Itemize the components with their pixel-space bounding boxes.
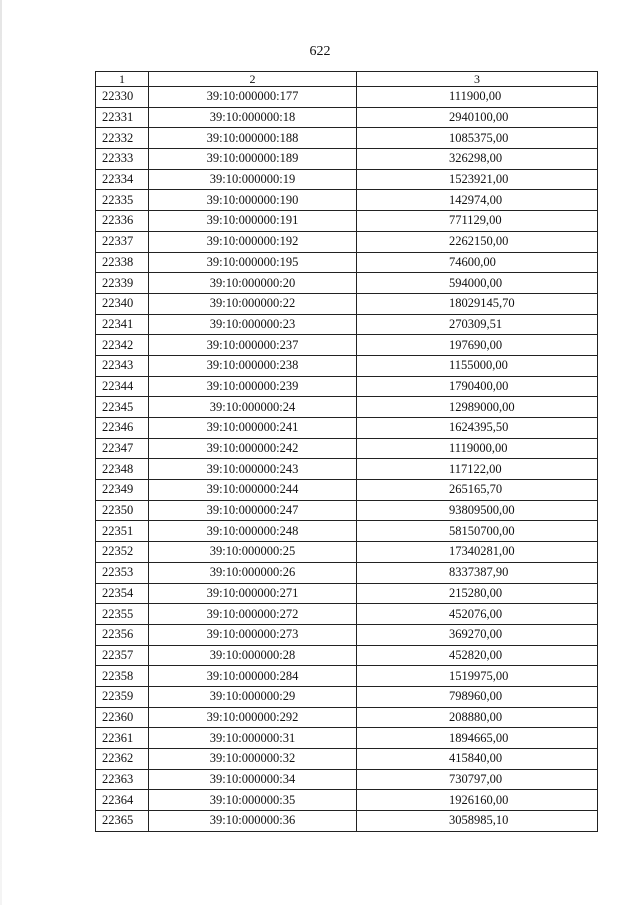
table-row: [96, 273, 598, 294]
table-row: [96, 686, 598, 707]
row-number-cell: 22361: [96, 728, 149, 749]
table-row: [96, 169, 598, 190]
value-cell: 730797,00: [357, 769, 598, 790]
value-cell: 1894665,00: [357, 728, 598, 749]
cadastral-number-cell: 39:10:000000:34: [149, 769, 357, 790]
cadastral-number-cell: 39:10:000000:190: [149, 190, 357, 211]
table-row: [96, 542, 598, 563]
table-row: [96, 397, 598, 418]
cadastral-number-cell: 39:10:000000:29: [149, 686, 357, 707]
table-row: [96, 107, 598, 128]
cadastral-number-cell: 39:10:000000:24: [149, 397, 357, 418]
value-cell: 18029145,70: [357, 293, 598, 314]
value-cell: 8337387,90: [357, 562, 598, 583]
cadastral-number-cell: 39:10:000000:238: [149, 355, 357, 376]
row-number-cell: 22363: [96, 769, 149, 790]
table-row: [96, 769, 598, 790]
cadastral-number-cell: 39:10:000000:292: [149, 707, 357, 728]
cadastral-number-cell: 39:10:000000:273: [149, 624, 357, 645]
value-cell: 798960,00: [357, 686, 598, 707]
value-cell: 197690,00: [357, 335, 598, 356]
row-number-cell: 22365: [96, 811, 149, 832]
value-cell: 142974,00: [357, 190, 598, 211]
cadastral-number-cell: 39:10:000000:272: [149, 604, 357, 625]
table-row: [96, 252, 598, 273]
cadastral-number-cell: 39:10:000000:242: [149, 438, 357, 459]
cadastral-number-cell: 39:10:000000:23: [149, 314, 357, 335]
value-cell: 452820,00: [357, 645, 598, 666]
row-number-cell: 22364: [96, 790, 149, 811]
cadastral-number-cell: 39:10:000000:239: [149, 376, 357, 397]
cadastral-number-cell: 39:10:000000:22: [149, 293, 357, 314]
value-cell: 215280,00: [357, 583, 598, 604]
cadastral-number-cell: 39:10:000000:192: [149, 231, 357, 252]
column-header-1: 1: [96, 72, 149, 87]
cadastral-number-cell: 39:10:000000:243: [149, 459, 357, 480]
table-body: [96, 87, 598, 832]
table-row: [96, 211, 598, 232]
table-row: [96, 231, 598, 252]
cadastral-number-cell: 39:10:000000:26: [149, 562, 357, 583]
value-cell: 1624395,50: [357, 418, 598, 439]
table-row: [96, 293, 598, 314]
row-number-cell: 22358: [96, 666, 149, 687]
row-number-cell: 22341: [96, 314, 149, 335]
cadastral-number-cell: 39:10:000000:20: [149, 273, 357, 294]
table-row: [96, 500, 598, 521]
value-cell: 1519975,00: [357, 666, 598, 687]
row-number-cell: 22343: [96, 355, 149, 376]
table-row: [96, 666, 598, 687]
column-header-2: 2: [149, 72, 357, 87]
table-row: [96, 583, 598, 604]
table-row: [96, 728, 598, 749]
table-row: [96, 335, 598, 356]
value-cell: 1523921,00: [357, 169, 598, 190]
value-cell: 270309,51: [357, 314, 598, 335]
row-number-cell: 22342: [96, 335, 149, 356]
table-header: [96, 72, 598, 87]
cadastral-number-cell: 39:10:000000:271: [149, 583, 357, 604]
cadastral-number-cell: 39:10:000000:247: [149, 500, 357, 521]
cadastral-number-cell: 39:10:000000:32: [149, 749, 357, 770]
value-cell: 117122,00: [357, 459, 598, 480]
table-row: [96, 149, 598, 170]
row-number-cell: 22360: [96, 707, 149, 728]
row-number-cell: 22351: [96, 521, 149, 542]
table-row: [96, 314, 598, 335]
page-number: 622: [309, 44, 331, 59]
table-row: [96, 749, 598, 770]
cadastral-number-cell: 39:10:000000:19: [149, 169, 357, 190]
table-row: [96, 190, 598, 211]
row-number-cell: 22331: [96, 107, 149, 128]
cadastral-number-cell: 39:10:000000:248: [149, 521, 357, 542]
table-row: [96, 128, 598, 149]
row-number-cell: 22344: [96, 376, 149, 397]
column-header-3: 3: [357, 72, 598, 87]
table-row: [96, 604, 598, 625]
cadastral-number-cell: 39:10:000000:177: [149, 87, 357, 108]
cadastral-number-cell: 39:10:000000:189: [149, 149, 357, 170]
table-row: [96, 376, 598, 397]
row-number-cell: 22339: [96, 273, 149, 294]
cadastral-number-cell: 39:10:000000:195: [149, 252, 357, 273]
value-cell: 3058985,10: [357, 811, 598, 832]
table-row: [96, 355, 598, 376]
value-cell: 1790400,00: [357, 376, 598, 397]
value-cell: 93809500,00: [357, 500, 598, 521]
data-table: [95, 71, 598, 832]
value-cell: 208880,00: [357, 707, 598, 728]
value-cell: 2940100,00: [357, 107, 598, 128]
cadastral-number-cell: 39:10:000000:191: [149, 211, 357, 232]
cadastral-number-cell: 39:10:000000:18: [149, 107, 357, 128]
row-number-cell: 22340: [96, 293, 149, 314]
table-row: [96, 811, 598, 832]
value-cell: 1085375,00: [357, 128, 598, 149]
row-number-cell: 22362: [96, 749, 149, 770]
row-number-cell: 22355: [96, 604, 149, 625]
cadastral-number-cell: 39:10:000000:284: [149, 666, 357, 687]
table-row: [96, 790, 598, 811]
table-row: [96, 418, 598, 439]
cadastral-number-cell: 39:10:000000:237: [149, 335, 357, 356]
cadastral-number-cell: 39:10:000000:188: [149, 128, 357, 149]
value-cell: 74600,00: [357, 252, 598, 273]
row-number-cell: 22359: [96, 686, 149, 707]
row-number-cell: 22354: [96, 583, 149, 604]
table-row: [96, 459, 598, 480]
value-cell: 2262150,00: [357, 231, 598, 252]
row-number-cell: 22348: [96, 459, 149, 480]
table-row: [96, 562, 598, 583]
cadastral-number-cell: 39:10:000000:25: [149, 542, 357, 563]
value-cell: 594000,00: [357, 273, 598, 294]
cadastral-number-cell: 39:10:000000:31: [149, 728, 357, 749]
value-cell: 12989000,00: [357, 397, 598, 418]
scan-edge: [0, 0, 2, 905]
table-row: [96, 87, 598, 108]
row-number-cell: 22337: [96, 231, 149, 252]
row-number-cell: 22334: [96, 169, 149, 190]
row-number-cell: 22350: [96, 500, 149, 521]
value-cell: 326298,00: [357, 149, 598, 170]
row-number-cell: 22347: [96, 438, 149, 459]
cadastral-number-cell: 39:10:000000:241: [149, 418, 357, 439]
cadastral-number-cell: 39:10:000000:244: [149, 480, 357, 501]
row-number-cell: 22349: [96, 480, 149, 501]
cadastral-number-cell: 39:10:000000:36: [149, 811, 357, 832]
cadastral-number-cell: 39:10:000000:28: [149, 645, 357, 666]
row-number-cell: 22338: [96, 252, 149, 273]
table-row: [96, 707, 598, 728]
row-number-cell: 22346: [96, 418, 149, 439]
header-row: [96, 72, 598, 87]
value-cell: 452076,00: [357, 604, 598, 625]
value-cell: 265165,70: [357, 480, 598, 501]
row-number-cell: 22357: [96, 645, 149, 666]
row-number-cell: 22345: [96, 397, 149, 418]
row-number-cell: 22333: [96, 149, 149, 170]
value-cell: 58150700,00: [357, 521, 598, 542]
table-row: [96, 438, 598, 459]
value-cell: 111900,00: [357, 87, 598, 108]
value-cell: 415840,00: [357, 749, 598, 770]
row-number-cell: 22356: [96, 624, 149, 645]
value-cell: 369270,00: [357, 624, 598, 645]
table-row: [96, 645, 598, 666]
table-row: [96, 624, 598, 645]
value-cell: 17340281,00: [357, 542, 598, 563]
value-cell: 771129,00: [357, 211, 598, 232]
value-cell: 1119000,00: [357, 438, 598, 459]
row-number-cell: 22352: [96, 542, 149, 563]
value-cell: 1926160,00: [357, 790, 598, 811]
row-number-cell: 22336: [96, 211, 149, 232]
row-number-cell: 22330: [96, 87, 149, 108]
table-row: [96, 480, 598, 501]
row-number-cell: 22332: [96, 128, 149, 149]
value-cell: 1155000,00: [357, 355, 598, 376]
cadastral-number-cell: 39:10:000000:35: [149, 790, 357, 811]
row-number-cell: 22335: [96, 190, 149, 211]
row-number-cell: 22353: [96, 562, 149, 583]
table-row: [96, 521, 598, 542]
